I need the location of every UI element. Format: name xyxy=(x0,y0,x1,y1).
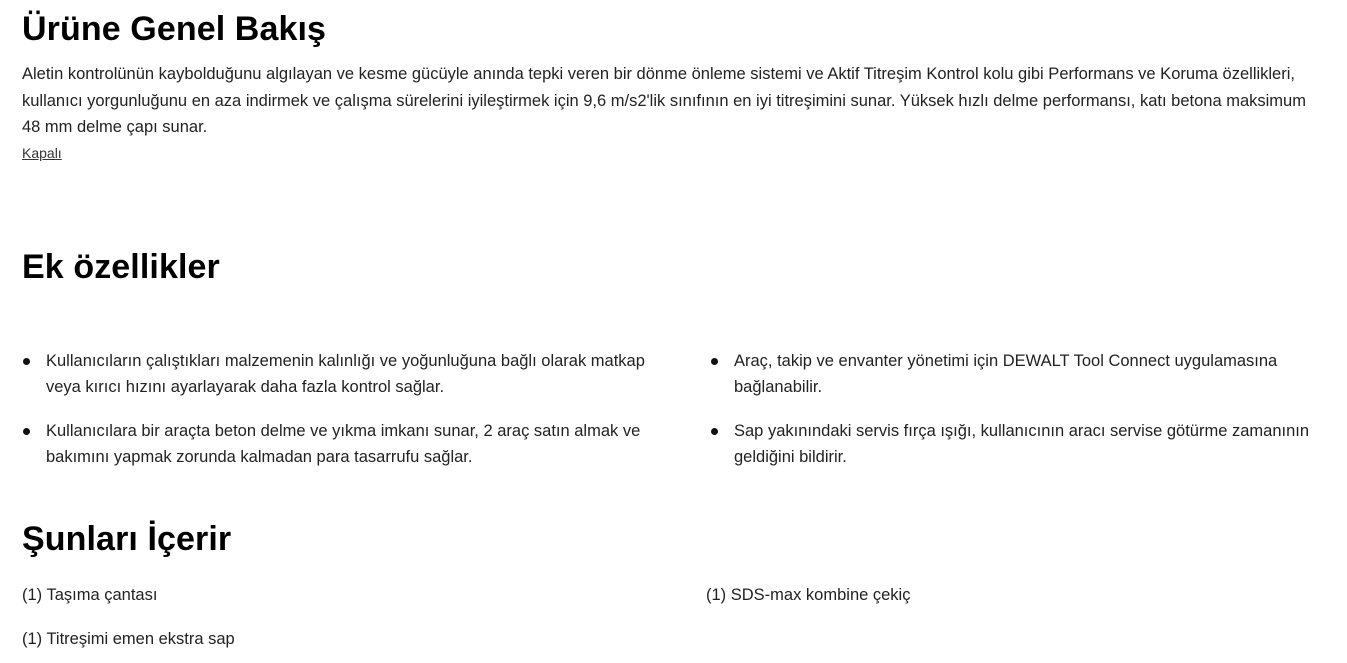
product-overview-description: Aletin kontrolünün kaybolduğunu algılayan ve kesme gücüyle anında tepki veren bir dönme önleme sistemi ve Aktif Titreşim Kontrol kolu gibi Performans ve Koruma özellikleri, kullanıcı yorgunluğunu en aza indirmek ve çalışma sürelerini iyileştirmek için 9,6 m/s2'lik sınıfının en iyi titreşimini sunar. Yüksek hızlı delme performansı, katı betona maksimum 48 mm delme çapı sunar. xyxy=(22,65,1306,136)
additional-features-section xyxy=(22,248,1332,466)
additional-features-title: Ek özellikler xyxy=(22,248,220,286)
product-overview-title: Ürüne Genel Bakış xyxy=(22,10,327,48)
package-item: (1) Taşıma çantası xyxy=(22,586,158,604)
feature-item-text: Araç, takip ve envanter yönetimi için DEWALT Tool Connect uygulamasına bağlanabilir. xyxy=(734,352,1278,396)
bullet-icon xyxy=(711,358,718,365)
bullet-icon xyxy=(23,358,30,365)
product-overview-section xyxy=(22,10,1332,163)
collapse-toggle-link[interactable]: Kapalı xyxy=(22,144,62,161)
bullet-icon xyxy=(711,428,718,435)
feature-item xyxy=(710,348,1347,400)
feature-item xyxy=(22,348,652,400)
feature-list xyxy=(22,287,1332,466)
package-item: (1) SDS-max kombine çekiç xyxy=(706,586,911,604)
feature-item xyxy=(710,418,1347,470)
feature-item-text: Sap yakınındaki servis fırça ışığı, kullanıcının aracı servise götürme zamanının geldiğini bildirir. xyxy=(734,422,1310,466)
bullet-icon xyxy=(23,428,30,435)
package-contents-title: Şunları İçerir xyxy=(22,520,232,558)
package-contents-section xyxy=(22,520,1332,648)
package-item: (1) Titreşimi emen ekstra sap xyxy=(22,630,235,648)
feature-item-text: Kullanıcıların çalıştıkları malzemenin kalınlığı ve yoğunluğuna bağlı olarak matkap veya kırıcı hızını ayarlayarak daha fazla kontrol sağlar. xyxy=(46,352,645,396)
feature-item-text: Kullanıcılara bir araçta beton delme ve yıkma imkanı sunar, 2 araç satın almak ve bakımını yapmak zorunda kalmadan para tasarrufu sağlar. xyxy=(46,422,641,466)
feature-item xyxy=(22,418,652,470)
